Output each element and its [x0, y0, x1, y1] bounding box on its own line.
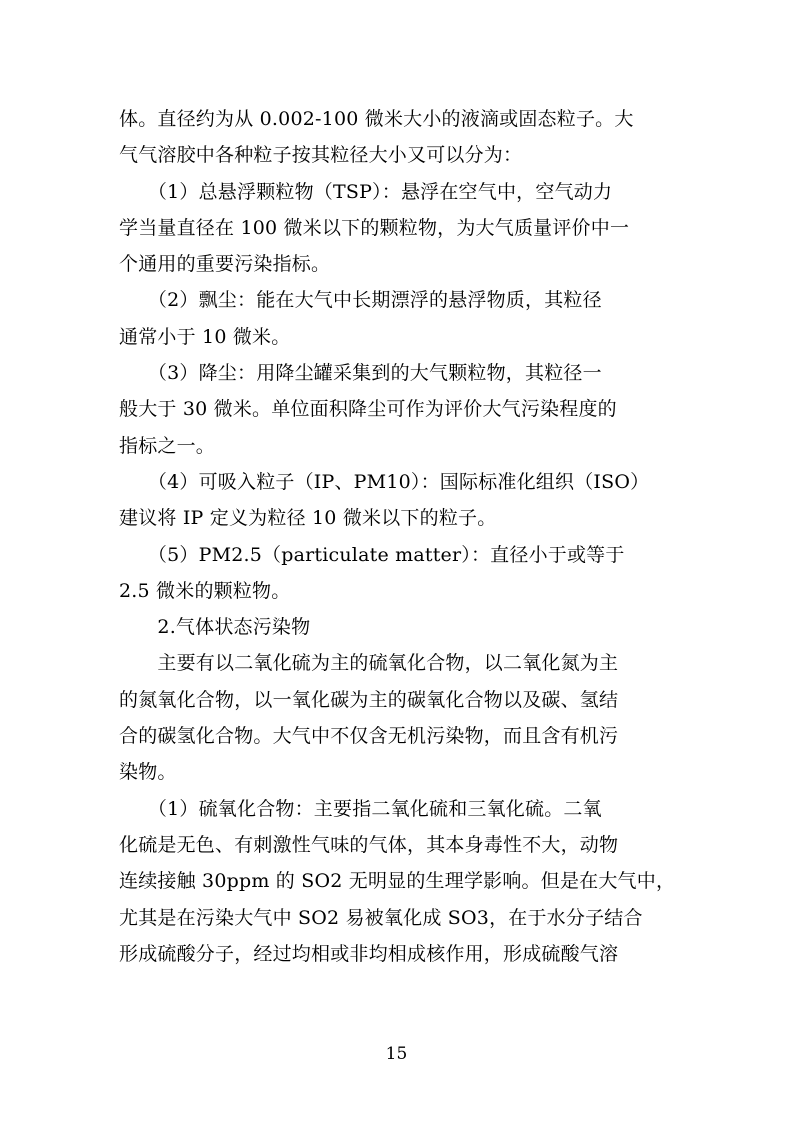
- text-line: （4）可吸入粒子（IP、PM10）：国际标准化组织（ISO）: [119, 470, 650, 493]
- text-line: （1）总悬浮颗粒物（TSP）：悬浮在空气中，空气动力: [119, 180, 613, 203]
- text-line: （3）降尘：用降尘罐采集到的大气颗粒物，其粒径一: [119, 362, 602, 385]
- page-number: 15: [385, 1044, 408, 1064]
- text-line: 气气溶胶中各种粒子按其粒径大小又可以分为：: [119, 144, 523, 167]
- text-line: 尤其是在污染大气中 SO2 易被氧化成 SO3，在于水分子结合: [119, 906, 643, 929]
- text-line: 指标之一。: [119, 434, 216, 457]
- text-line: 建议将 IP 定义为粒径 10 微米以下的粒子。: [119, 507, 497, 530]
- section-heading: 2.气体状态污染物: [119, 616, 311, 639]
- text-line: 形成硫酸分子，经过均相或非均相成核作用，形成硫酸气溶: [119, 942, 619, 965]
- text-line: 般大于 30 微米。单位面积降尘可作为评价大气污染程度的: [119, 398, 617, 421]
- text-line: （2）飘尘：能在大气中长期漂浮的悬浮物质，其粒径: [119, 289, 602, 312]
- text-line: 个通用的重要污染指标。: [119, 253, 331, 276]
- text-line: 学当量直径在 100 微米以下的颗粒物，为大气质量评价中一: [119, 216, 630, 239]
- text-line: （5）PM2.5（particulate matter）：直径小于或等于: [119, 543, 625, 566]
- text-line: 体。直径约为从 0.002-100 微米大小的液滴或固态粒子。大: [119, 108, 634, 130]
- text-line: （1）硫氧化合物：主要指二氧化硫和三氧化硫。二氧: [119, 797, 602, 820]
- text-line: 2.5 微米的颗粒物。: [119, 579, 291, 602]
- text-line: 染物。: [119, 761, 177, 784]
- text-line: 连续接触 30ppm 的 SO2 无明显的生理学影响。但是在大气中，: [119, 870, 676, 893]
- text-line: 通常小于 10 微米。: [119, 325, 291, 348]
- text-line: 化硫是无色、有刺激性气味的气体，其本身毒性不大，动物: [119, 833, 619, 856]
- text-line: 合的碳氢化合物。大气中不仅含无机污染物，而且含有机污: [119, 725, 619, 748]
- text-line: 的氮氧化合物，以一氧化碳为主的碳氧化合物以及碳、氢结: [119, 688, 619, 711]
- body-text: [119, 101, 679, 972]
- text-line: 主要有以二氧化硫为主的硫氧化合物，以二氧化氮为主: [119, 652, 619, 675]
